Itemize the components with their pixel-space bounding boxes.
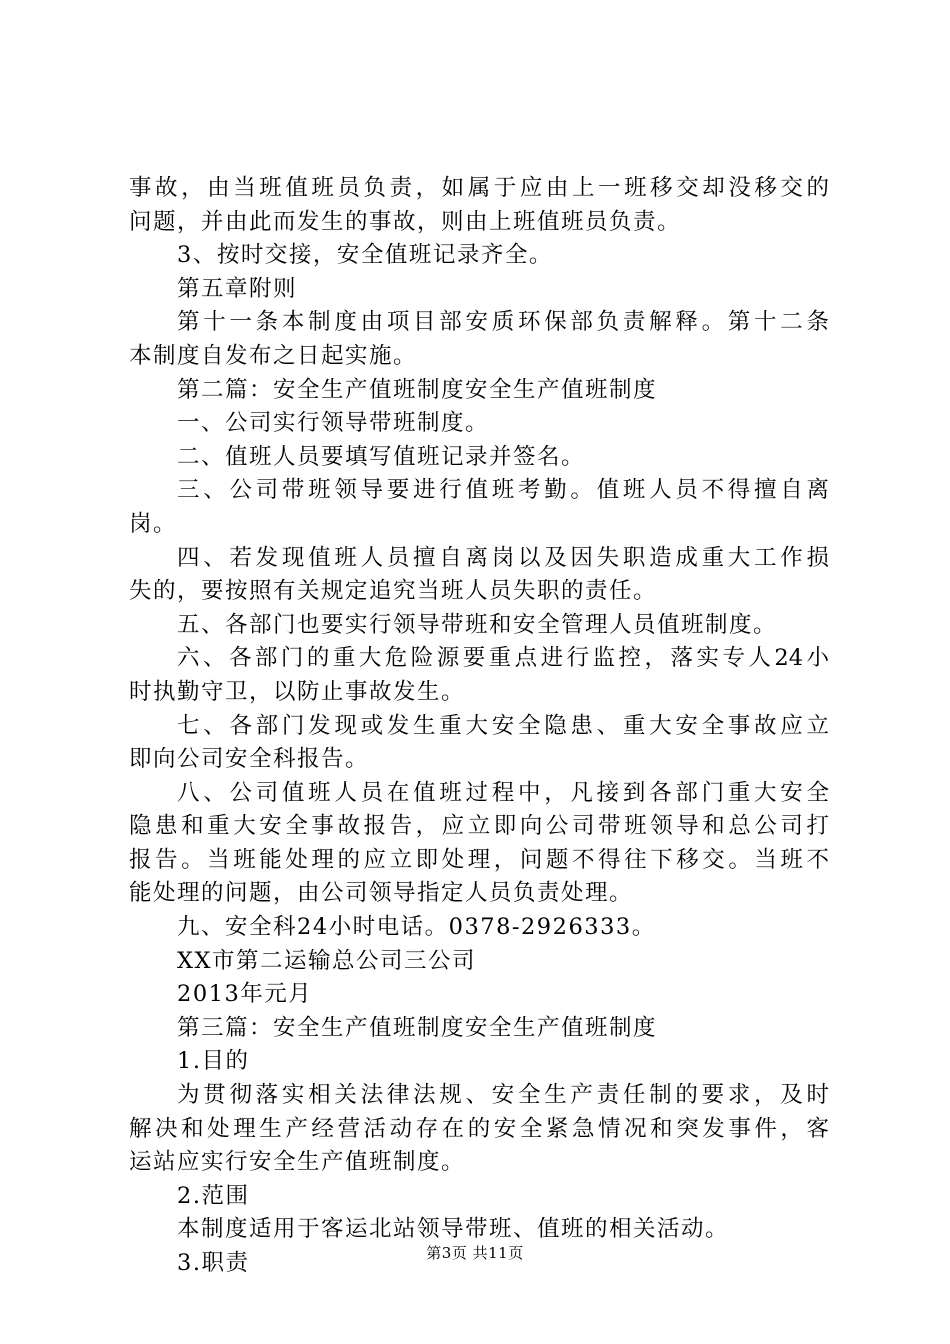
text-line: 八、公司值班人员在值班过程中，凡接到各部门重大安全 <box>177 779 829 806</box>
page-number-footer: 第3页 共11页 <box>426 1244 524 1262</box>
text-line: 报告。当班能处理的应立即处理，问题不得往下移交。当班不 <box>129 846 829 873</box>
signature-organization: XX市第二运输总公司三公司 <box>177 947 477 974</box>
text-line: 为贯彻落实相关法律法规、安全生产责任制的要求，及时 <box>177 1082 829 1109</box>
text-line: 六、各部门的重大危险源要重点进行监控，落实专人24小 <box>177 645 829 672</box>
text-line: 四、若发现值班人员擅自离岗以及因失职造成重大工作损 <box>177 544 829 571</box>
text-line: 本制度适用于客运北站领导带班、值班的相关活动。 <box>177 1216 730 1243</box>
subsection-heading: 3.职责 <box>177 1250 250 1276</box>
text-line: 本制度自发布之日起实施。 <box>129 342 418 369</box>
text-line: 九、安全科24小时电话。0378-2926333。 <box>177 914 656 941</box>
text-line: 运站应实行安全生产值班制度。 <box>129 1149 466 1176</box>
section-heading: 第五章附则 <box>177 275 298 302</box>
subsection-heading: 1.目的 <box>177 1048 250 1075</box>
text-line: 时执勤守卫，以防止事故发生。 <box>129 678 466 705</box>
document-body <box>129 172 829 1281</box>
text-line: 五、各部门也要实行领导带班和安全管理人员值班制度。 <box>177 611 778 638</box>
text-line: 一、公司实行领导带班制度。 <box>177 410 490 437</box>
text-line: 二、值班人员要填写值班记录并签名。 <box>177 443 586 470</box>
text-line: 七、各部门发现或发生重大安全隐患、重大安全事故应立 <box>177 712 829 739</box>
section-heading: 第三篇：安全生产值班制度安全生产值班制度 <box>177 1014 658 1041</box>
text-line: 三、公司带班领导要进行值班考勤。值班人员不得擅自离 <box>177 477 829 504</box>
text-line: 失的，要按照有关规定追究当班人员失职的责任。 <box>129 578 658 605</box>
text-line: 问题，并由此而发生的事故，则由上班值班员负责。 <box>129 208 682 235</box>
subsection-heading: 2.范围 <box>177 1182 250 1209</box>
text-line: 能处理的问题，由公司领导指定人员负责处理。 <box>129 880 634 907</box>
signature-date: 2013年元月 <box>177 981 313 1008</box>
text-line: 隐患和重大安全事故报告，应立即向公司带班领导和总公司打 <box>129 813 829 840</box>
text-line: 岗。 <box>129 510 178 537</box>
text-line: 解决和处理生产经营活动存在的安全紧急情况和突发事件，客 <box>129 1115 829 1142</box>
text-line: 第十一条本制度由项目部安质环保部负责解释。第十二条 <box>177 309 829 336</box>
section-heading: 第二篇：安全生产值班制度安全生产值班制度 <box>177 376 658 403</box>
text-line: 事故，由当班值班员负责，如属于应由上一班移交却没移交的 <box>129 175 829 201</box>
text-line: 即向公司安全科报告。 <box>129 746 370 773</box>
text-line: 3、按时交接，安全值班记录齐全。 <box>177 242 553 269</box>
